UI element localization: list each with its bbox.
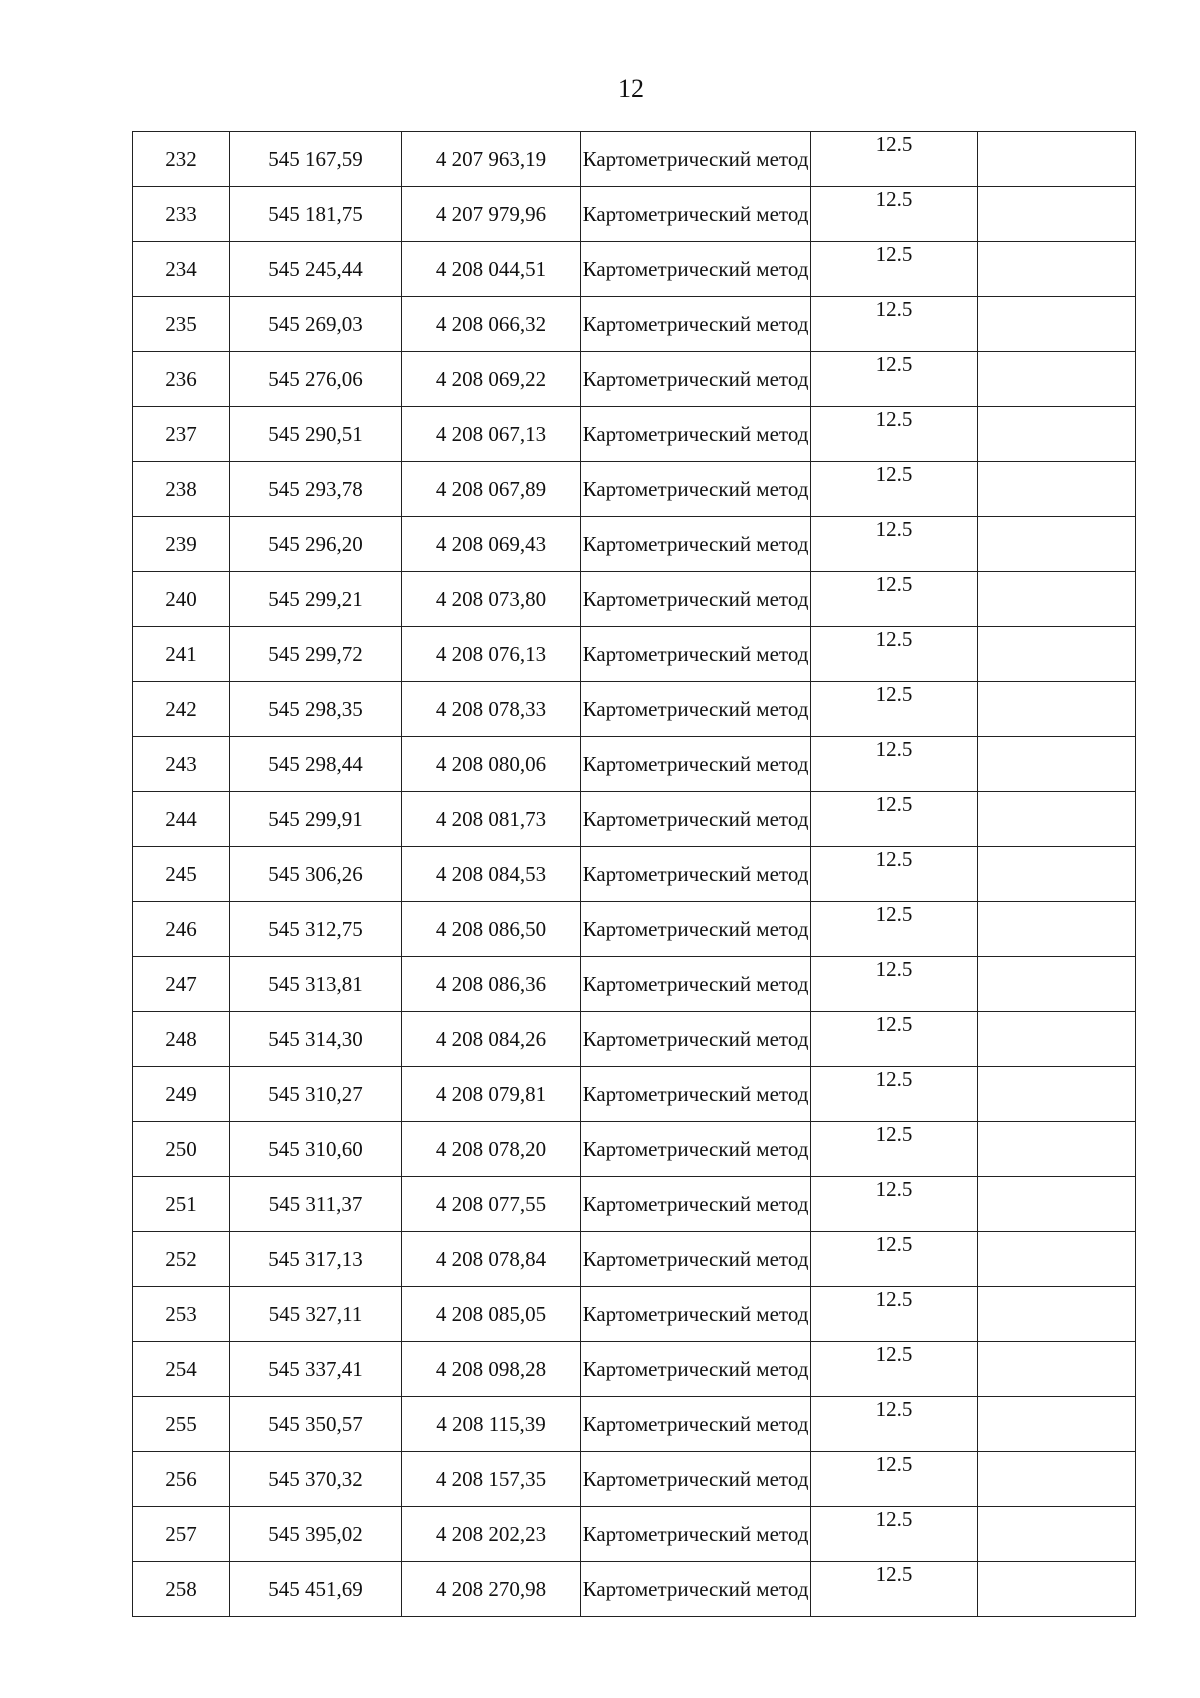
method-cell: Картометрический метод [581, 1177, 811, 1232]
method-cell: Картометрический метод [581, 902, 811, 957]
accuracy-cell: 12.5 [811, 1012, 978, 1067]
point-number-cell: 239 [133, 517, 230, 572]
extra-cell [978, 1507, 1136, 1562]
extra-cell [978, 572, 1136, 627]
method-cell: Картометрический метод [581, 187, 811, 242]
y-coordinate-cell: 4 208 078,20 [402, 1122, 581, 1177]
table-row [133, 1012, 1136, 1067]
y-coordinate-cell: 4 208 085,05 [402, 1287, 581, 1342]
y-coordinate-cell: 4 208 069,43 [402, 517, 581, 572]
table-row [133, 1287, 1136, 1342]
x-coordinate-cell: 545 276,06 [230, 352, 402, 407]
table-row [133, 1507, 1136, 1562]
accuracy-cell: 12.5 [811, 1232, 978, 1287]
method-cell: Картометрический метод [581, 462, 811, 517]
method-cell: Картометрический метод [581, 572, 811, 627]
table-row [133, 517, 1136, 572]
method-cell: Картометрический метод [581, 297, 811, 352]
method-cell: Картометрический метод [581, 407, 811, 462]
table-row [133, 297, 1136, 352]
accuracy-cell: 12.5 [811, 847, 978, 902]
table-row [133, 737, 1136, 792]
extra-cell [978, 1452, 1136, 1507]
method-cell: Картометрический метод [581, 737, 811, 792]
y-coordinate-cell: 4 208 270,98 [402, 1562, 581, 1617]
point-number-cell: 233 [133, 187, 230, 242]
table-row [133, 352, 1136, 407]
extra-cell [978, 517, 1136, 572]
table-row [133, 1397, 1136, 1452]
accuracy-cell: 12.5 [811, 517, 978, 572]
point-number-cell: 249 [133, 1067, 230, 1122]
x-coordinate-cell: 545 350,57 [230, 1397, 402, 1452]
point-number-cell: 236 [133, 352, 230, 407]
accuracy-cell: 12.5 [811, 572, 978, 627]
method-cell: Картометрический метод [581, 1452, 811, 1507]
y-coordinate-cell: 4 208 115,39 [402, 1397, 581, 1452]
extra-cell [978, 1562, 1136, 1617]
point-number-cell: 245 [133, 847, 230, 902]
extra-cell [978, 132, 1136, 187]
method-cell: Картометрический метод [581, 792, 811, 847]
table-row [133, 1562, 1136, 1617]
table-row [133, 1342, 1136, 1397]
y-coordinate-cell: 4 208 078,84 [402, 1232, 581, 1287]
point-number-cell: 247 [133, 957, 230, 1012]
extra-cell [978, 957, 1136, 1012]
accuracy-cell: 12.5 [811, 352, 978, 407]
extra-cell [978, 187, 1136, 242]
x-coordinate-cell: 545 370,32 [230, 1452, 402, 1507]
extra-cell [978, 297, 1136, 352]
point-number-cell: 235 [133, 297, 230, 352]
method-cell: Картометрический метод [581, 957, 811, 1012]
accuracy-cell: 12.5 [811, 792, 978, 847]
point-number-cell: 240 [133, 572, 230, 627]
x-coordinate-cell: 545 298,44 [230, 737, 402, 792]
accuracy-cell: 12.5 [811, 1067, 978, 1122]
extra-cell [978, 1342, 1136, 1397]
x-coordinate-cell: 545 167,59 [230, 132, 402, 187]
method-cell: Картометрический метод [581, 352, 811, 407]
x-coordinate-cell: 545 290,51 [230, 407, 402, 462]
extra-cell [978, 407, 1136, 462]
extra-cell [978, 462, 1136, 517]
y-coordinate-cell: 4 208 069,22 [402, 352, 581, 407]
table-row [133, 407, 1136, 462]
accuracy-cell: 12.5 [811, 1122, 978, 1177]
x-coordinate-cell: 545 312,75 [230, 902, 402, 957]
extra-cell [978, 352, 1136, 407]
table-row [133, 627, 1136, 682]
point-number-cell: 243 [133, 737, 230, 792]
x-coordinate-cell: 545 298,35 [230, 682, 402, 737]
point-number-cell: 238 [133, 462, 230, 517]
x-coordinate-cell: 545 306,26 [230, 847, 402, 902]
accuracy-cell: 12.5 [811, 1177, 978, 1232]
x-coordinate-cell: 545 317,13 [230, 1232, 402, 1287]
point-number-cell: 257 [133, 1507, 230, 1562]
x-coordinate-cell: 545 314,30 [230, 1012, 402, 1067]
x-coordinate-cell: 545 311,37 [230, 1177, 402, 1232]
extra-cell [978, 1287, 1136, 1342]
table-row [133, 902, 1136, 957]
method-cell: Картометрический метод [581, 682, 811, 737]
x-coordinate-cell: 545 299,91 [230, 792, 402, 847]
y-coordinate-cell: 4 208 080,06 [402, 737, 581, 792]
y-coordinate-cell: 4 208 098,28 [402, 1342, 581, 1397]
method-cell: Картометрический метод [581, 1067, 811, 1122]
extra-cell [978, 792, 1136, 847]
accuracy-cell: 12.5 [811, 132, 978, 187]
coordinates-table-body [133, 132, 1136, 1617]
extra-cell [978, 902, 1136, 957]
accuracy-cell: 12.5 [811, 1287, 978, 1342]
point-number-cell: 250 [133, 1122, 230, 1177]
table-row [133, 792, 1136, 847]
accuracy-cell: 12.5 [811, 1562, 978, 1617]
x-coordinate-cell: 545 299,72 [230, 627, 402, 682]
accuracy-cell: 12.5 [811, 297, 978, 352]
point-number-cell: 253 [133, 1287, 230, 1342]
y-coordinate-cell: 4 207 979,96 [402, 187, 581, 242]
x-coordinate-cell: 545 293,78 [230, 462, 402, 517]
extra-cell [978, 1232, 1136, 1287]
table-row [133, 1067, 1136, 1122]
table-row [133, 132, 1136, 187]
point-number-cell: 242 [133, 682, 230, 737]
point-number-cell: 251 [133, 1177, 230, 1232]
accuracy-cell: 12.5 [811, 407, 978, 462]
table-row [133, 682, 1136, 737]
accuracy-cell: 12.5 [811, 1397, 978, 1452]
method-cell: Картометрический метод [581, 242, 811, 297]
x-coordinate-cell: 545 269,03 [230, 297, 402, 352]
method-cell: Картометрический метод [581, 517, 811, 572]
accuracy-cell: 12.5 [811, 1342, 978, 1397]
x-coordinate-cell: 545 299,21 [230, 572, 402, 627]
y-coordinate-cell: 4 208 084,26 [402, 1012, 581, 1067]
y-coordinate-cell: 4 208 073,80 [402, 572, 581, 627]
method-cell: Картометрический метод [581, 1012, 811, 1067]
extra-cell [978, 627, 1136, 682]
x-coordinate-cell: 545 337,41 [230, 1342, 402, 1397]
y-coordinate-cell: 4 208 086,36 [402, 957, 581, 1012]
y-coordinate-cell: 4 208 066,32 [402, 297, 581, 352]
method-cell: Картометрический метод [581, 627, 811, 682]
x-coordinate-cell: 545 310,60 [230, 1122, 402, 1177]
method-cell: Картометрический метод [581, 1507, 811, 1562]
table-row [133, 957, 1136, 1012]
method-cell: Картометрический метод [581, 1562, 811, 1617]
accuracy-cell: 12.5 [811, 242, 978, 297]
method-cell: Картометрический метод [581, 1122, 811, 1177]
y-coordinate-cell: 4 208 079,81 [402, 1067, 581, 1122]
point-number-cell: 256 [133, 1452, 230, 1507]
method-cell: Картометрический метод [581, 1342, 811, 1397]
accuracy-cell: 12.5 [811, 187, 978, 242]
point-number-cell: 258 [133, 1562, 230, 1617]
extra-cell [978, 1177, 1136, 1232]
extra-cell [978, 1067, 1136, 1122]
x-coordinate-cell: 545 395,02 [230, 1507, 402, 1562]
x-coordinate-cell: 545 296,20 [230, 517, 402, 572]
point-number-cell: 234 [133, 242, 230, 297]
y-coordinate-cell: 4 208 067,89 [402, 462, 581, 517]
accuracy-cell: 12.5 [811, 957, 978, 1012]
accuracy-cell: 12.5 [811, 902, 978, 957]
accuracy-cell: 12.5 [811, 1452, 978, 1507]
y-coordinate-cell: 4 208 084,53 [402, 847, 581, 902]
x-coordinate-cell: 545 181,75 [230, 187, 402, 242]
y-coordinate-cell: 4 208 086,50 [402, 902, 581, 957]
point-number-cell: 237 [133, 407, 230, 462]
y-coordinate-cell: 4 208 157,35 [402, 1452, 581, 1507]
method-cell: Картометрический метод [581, 847, 811, 902]
y-coordinate-cell: 4 208 044,51 [402, 242, 581, 297]
table-row [133, 187, 1136, 242]
point-number-cell: 254 [133, 1342, 230, 1397]
page-number: 12 [618, 74, 644, 103]
point-number-cell: 255 [133, 1397, 230, 1452]
method-cell: Картометрический метод [581, 1287, 811, 1342]
coordinates-table [132, 131, 1136, 1617]
y-coordinate-cell: 4 208 067,13 [402, 407, 581, 462]
point-number-cell: 244 [133, 792, 230, 847]
point-number-cell: 241 [133, 627, 230, 682]
accuracy-cell: 12.5 [811, 627, 978, 682]
table-row [133, 572, 1136, 627]
table-row [133, 1452, 1136, 1507]
accuracy-cell: 12.5 [811, 682, 978, 737]
extra-cell [978, 682, 1136, 737]
method-cell: Картометрический метод [581, 1397, 811, 1452]
point-number-cell: 252 [133, 1232, 230, 1287]
x-coordinate-cell: 545 310,27 [230, 1067, 402, 1122]
method-cell: Картометрический метод [581, 132, 811, 187]
extra-cell [978, 1122, 1136, 1177]
accuracy-cell: 12.5 [811, 1507, 978, 1562]
table-row [133, 847, 1136, 902]
y-coordinate-cell: 4 208 081,73 [402, 792, 581, 847]
point-number-cell: 246 [133, 902, 230, 957]
method-cell: Картометрический метод [581, 1232, 811, 1287]
extra-cell [978, 1012, 1136, 1067]
accuracy-cell: 12.5 [811, 462, 978, 517]
extra-cell [978, 737, 1136, 792]
extra-cell [978, 1397, 1136, 1452]
table-row [133, 462, 1136, 517]
point-number-cell: 248 [133, 1012, 230, 1067]
y-coordinate-cell: 4 208 076,13 [402, 627, 581, 682]
table-row [133, 242, 1136, 297]
x-coordinate-cell: 545 327,11 [230, 1287, 402, 1342]
accuracy-cell: 12.5 [811, 737, 978, 792]
table-row [133, 1122, 1136, 1177]
extra-cell [978, 242, 1136, 297]
x-coordinate-cell: 545 313,81 [230, 957, 402, 1012]
x-coordinate-cell: 545 451,69 [230, 1562, 402, 1617]
x-coordinate-cell: 545 245,44 [230, 242, 402, 297]
point-number-cell: 232 [133, 132, 230, 187]
extra-cell [978, 847, 1136, 902]
y-coordinate-cell: 4 208 202,23 [402, 1507, 581, 1562]
y-coordinate-cell: 4 207 963,19 [402, 132, 581, 187]
table-row [133, 1177, 1136, 1232]
y-coordinate-cell: 4 208 078,33 [402, 682, 581, 737]
table-row [133, 1232, 1136, 1287]
y-coordinate-cell: 4 208 077,55 [402, 1177, 581, 1232]
